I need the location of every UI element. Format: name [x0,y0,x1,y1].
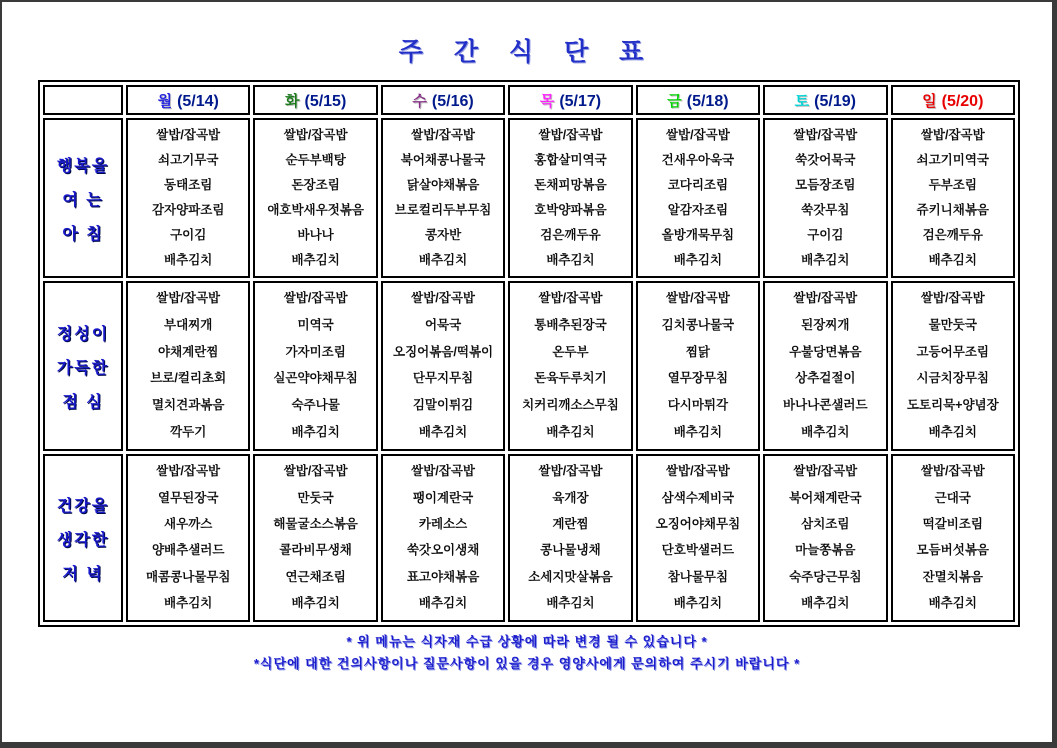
meal-label-line: 가득한 [56,359,110,377]
meal-label-breakfast [43,118,123,278]
menu-item: 바나나콘샐러드 [783,398,868,413]
menu-item: 쌀밥/잡곡밥 [538,464,603,479]
menu-cell-inner [255,456,375,620]
menu-item: 해물굴소스볶음 [273,516,358,531]
menu-item: 검은깨두유 [922,227,983,242]
meal-label-line: 행복을 [56,157,110,175]
menu-item: 단무지무침 [412,371,474,386]
menu-cell-inner [893,283,1013,449]
menu-cell-inner [510,120,630,276]
menu-item: 홍합살미역국 [534,152,607,167]
menu-item: 열무장무침 [667,371,729,386]
menu-item: 도토리묵+양념장 [906,398,999,413]
menu-item: 감자양파조림 [151,202,225,217]
menu-cell-dinner-day6 [763,454,887,622]
menu-cell-breakfast-day3 [381,118,505,278]
menu-item: 배추김치 [673,252,723,267]
menu-cell-inner [255,283,375,449]
menu-item: 쌀밥/잡곡밥 [156,127,221,142]
menu-item: 가자미조림 [285,344,346,359]
menu-item: 쇠고기미역국 [916,152,989,167]
menu-item: 모듬버섯볶음 [916,543,989,558]
menu-item: 오징어볶음/떡볶이 [393,344,494,359]
menu-cell-dinner-day2 [253,454,377,622]
meal-label-line: 정성이 [56,325,110,343]
menu-cell-lunch-day5 [636,281,760,451]
menu-item: 쌀밥/잡곡밥 [665,291,730,306]
menu-cell-lunch-day3 [381,281,505,451]
menu-item: 쇠고기무국 [158,152,219,167]
thursday-icon: 목 [539,92,555,110]
menu-cell-lunch-day7 [891,281,1015,451]
menu-item: 온두부 [552,344,589,359]
day-date-label: (5/17) [559,92,602,110]
menu-item: 치커리깨소스무침 [522,398,619,413]
menu-table-body [43,118,1015,622]
menu-item: 참나물무침 [667,569,729,584]
friday-icon: 금 [667,92,682,110]
menu-item: 숙주당근무침 [789,569,862,584]
wednesday-icon: 수 [412,92,427,110]
menu-item: 쌀밥/잡곡밥 [411,464,475,479]
menu-item: 알감자조림 [667,202,729,217]
day-header-row [43,85,1015,115]
menu-item: 올방개묵무침 [661,227,735,242]
menu-item: 애호박새우젓볶음 [267,202,364,217]
day-header-4 [508,85,632,115]
menu-item: 구이김 [807,227,844,242]
meal-row-lunch [43,281,1015,451]
menu-cell-inner [128,456,248,620]
menu-item: 된장찌개 [801,318,850,333]
meal-label-line: 점 심 [62,393,104,411]
menu-cell-lunch-day6 [763,281,887,451]
day-date-label: (5/18) [686,92,729,110]
menu-item: 배추김치 [801,424,850,439]
menu-table [38,80,1020,627]
menu-cell-inner [765,456,885,620]
day-header-2 [253,85,377,115]
menu-item: 실곤약야채무침 [273,371,358,386]
menu-item: 배추김치 [418,252,468,267]
menu-item: 멸치견과볶음 [151,398,225,413]
menu-item: 구이김 [170,227,207,242]
menu-cell-dinner-day4 [508,454,632,622]
meal-row-dinner [43,454,1015,622]
menu-item: 북어채콩나물국 [400,152,486,167]
meal-label-dinner [43,454,123,622]
menu-item: 쌀밥/잡곡밥 [156,464,221,479]
menu-item: 잔멸치볶음 [922,569,983,584]
day-date-label: (5/20) [941,92,984,110]
menu-item: 배추김치 [673,424,723,439]
menu-item: 콩나물냉채 [540,543,601,558]
menu-item: 두부조림 [928,177,977,192]
footer-note-2: *식단에 대한 건의사항이나 질문사항이 있을 경우 영양사에게 문의하여 주시기 바랍니다 * [253,656,801,671]
footer-note-1: * 위 메뉴는 식자재 수급 상황에 따라 변경 될 수 있습니다 * [346,634,708,649]
meal-label-lunch [43,281,123,451]
menu-item: 배추김치 [928,595,977,610]
menu-cell-inner [638,120,758,276]
menu-cell-breakfast-day4 [508,118,632,278]
menu-item: 팽이계란국 [412,490,474,505]
menu-item: 배추김치 [418,424,468,439]
menu-cell-lunch-day2 [253,281,377,451]
menu-item: 시금치장무침 [916,371,989,386]
menu-item: 배추김치 [928,252,977,267]
menu-item: 다시마튀각 [667,398,729,413]
menu-item: 김치콩나물국 [661,318,735,333]
menu-item: 야채계란찜 [158,344,219,359]
day-header-1 [126,85,250,115]
menu-item: 찜닭 [685,344,710,359]
menu-item: 순두부백탕 [285,152,346,167]
day-header-5 [636,85,760,115]
menu-item: 검은깨두유 [540,227,601,242]
meal-label-line: 건강을 [56,497,110,515]
menu-item: 계란찜 [552,516,589,531]
menu-item: 삼색수제비국 [661,490,735,505]
menu-item: 쌀밥/잡곡밥 [665,464,730,479]
menu-item: 배추김치 [291,252,340,267]
menu-item: 매콤콩나물무침 [145,569,231,584]
menu-item: 단호박샐러드 [661,543,735,558]
sunday-icon: 일 [922,92,937,110]
day-header-6 [763,85,887,115]
menu-item: 배추김치 [673,595,723,610]
menu-item: 쌀밥/잡곡밥 [283,127,348,142]
day-date-label: (5/14) [177,92,219,110]
meal-label-line: 아 침 [62,225,104,243]
day-header-7 [891,85,1015,115]
menu-cell-inner [510,456,630,620]
menu-item: 고등어무조림 [916,344,989,359]
meal-label-line: 생각한 [56,531,110,549]
menu-item: 양배추샐러드 [151,543,225,558]
menu-item: 떡갈비조림 [922,516,983,531]
menu-item: 콜라비무생채 [279,543,352,558]
menu-item: 만둣국 [297,490,334,505]
menu-cell-dinner-day3 [381,454,505,622]
menu-item: 오징어야채무침 [655,516,741,531]
menu-cell-dinner-day1 [126,454,250,622]
menu-cell-breakfast-day7 [891,118,1015,278]
menu-cell-inner [638,283,758,449]
day-date-label: (5/15) [304,92,347,110]
menu-cell-inner [765,283,885,449]
menu-item: 상추겉절이 [795,371,856,386]
menu-cell-breakfast-day6 [763,118,887,278]
menu-item: 돈장조림 [291,177,340,192]
menu-item: 배추김치 [418,595,468,610]
menu-item: 배추김치 [546,252,595,267]
saturday-icon: 토 [794,92,810,110]
menu-cell-inner [383,456,503,620]
menu-item: 건새우아욱국 [661,152,735,167]
menu-item: 쌀밥/잡곡밥 [793,291,858,306]
menu-item: 쌀밥/잡곡밥 [920,464,985,479]
menu-item: 배추김치 [928,424,977,439]
menu-item: 쌀밥/잡곡밥 [793,464,858,479]
menu-cell-inner [255,120,375,276]
menu-item: 쌀밥/잡곡밥 [411,127,475,142]
menu-item: 삼치조림 [801,516,850,531]
footer-notes [2,631,1052,672]
meal-label-line: 여 는 [62,191,104,209]
menu-item: 부대찌개 [164,318,213,333]
menu-item: 육개장 [552,490,589,505]
menu-item: 호박양파볶음 [534,202,607,217]
menu-item: 숙주나물 [291,398,340,413]
menu-cell-inner [893,120,1013,276]
menu-item: 쌀밥/잡곡밥 [793,127,858,142]
menu-item: 배추김치 [801,595,850,610]
menu-item: 돈채피망볶음 [534,177,607,192]
menu-cell-inner [383,283,503,449]
menu-item: 우불당면볶음 [789,344,862,359]
menu-item: 쌀밥/잡곡밥 [665,127,730,142]
page-title: 주 간 식 단 표 [398,38,656,66]
menu-cell-lunch-day4 [508,281,632,451]
menu-item: 어묵국 [424,318,462,333]
menu-item: 닭살야채볶음 [406,177,480,192]
menu-item: 쌀밥/잡곡밥 [156,291,221,306]
day-header-3 [381,85,505,115]
menu-item: 쌀밥/잡곡밥 [538,291,603,306]
menu-item: 쌀밥/잡곡밥 [283,291,348,306]
menu-cell-lunch-day1 [126,281,250,451]
menu-item: 코다리조림 [667,177,729,192]
menu-item: 배추김치 [546,424,595,439]
menu-item: 쑥갓어묵국 [795,152,856,167]
menu-item: 근대국 [934,490,971,505]
menu-cell-inner [510,283,630,449]
menu-item: 미역국 [297,318,334,333]
menu-table-head [43,85,1015,115]
day-date-label: (5/16) [431,92,474,110]
menu-item: 바나나 [297,227,334,242]
menu-item: 쑥갓오이생채 [406,543,480,558]
menu-item: 모듬장조림 [795,177,856,192]
menu-item: 쌀밥/잡곡밥 [411,291,475,306]
meal-label-line: 저 녁 [62,565,104,583]
menu-item: 소세지맛살볶음 [528,569,613,584]
menu-item: 쌀밥/잡곡밥 [920,291,985,306]
corner-cell [43,85,123,115]
menu-item: 배추김치 [291,424,340,439]
menu-item: 김말이튀김 [412,398,474,413]
menu-cell-inner [638,456,758,620]
menu-item: 동태조림 [164,177,213,192]
menu-item: 북어채계란국 [789,490,862,505]
menu-cell-breakfast-day5 [636,118,760,278]
menu-item: 물만둣국 [928,318,977,333]
menu-item: 쌀밥/잡곡밥 [920,127,985,142]
menu-item: 브로컬리두부무침 [394,202,492,217]
menu-item: 표고야채볶음 [406,569,480,584]
menu-item: 돈육두루치기 [534,371,607,386]
tuesday-icon: 화 [284,92,300,110]
menu-cell-dinner-day5 [636,454,760,622]
menu-cell-breakfast-day2 [253,118,377,278]
menu-item: 콩자반 [424,227,462,242]
day-date-label: (5/19) [814,92,856,110]
menu-item: 배추김치 [291,595,340,610]
menu-item: 배추김치 [546,595,595,610]
monday-icon: 월 [157,92,173,110]
menu-item: 카레소스 [418,516,468,531]
menu-item: 배추김치 [164,595,213,610]
menu-cell-inner [128,120,248,276]
menu-item: 쌀밥/잡곡밥 [283,464,348,479]
menu-item: 쥬키니채볶음 [916,202,989,217]
menu-cell-breakfast-day1 [126,118,250,278]
menu-cell-inner [128,283,248,449]
menu-item: 열무된장국 [158,490,219,505]
menu-item: 새우까스 [164,516,213,531]
menu-item: 깍두기 [170,424,207,439]
menu-item: 통배추된장국 [534,318,607,333]
menu-item: 쑥갓무침 [801,202,850,217]
menu-cell-inner [765,120,885,276]
meal-row-breakfast [43,118,1015,278]
menu-item: 브로/컬리초회 [150,371,227,386]
menu-cell-inner [893,456,1013,620]
menu-item: 연근채조림 [285,569,346,584]
menu-item: 쌀밥/잡곡밥 [538,127,603,142]
menu-item: 배추김치 [164,252,213,267]
menu-item: 배추김치 [801,252,850,267]
menu-cell-dinner-day7 [891,454,1015,622]
menu-item: 마늘쫑볶음 [795,543,856,558]
menu-cell-inner [383,120,503,276]
